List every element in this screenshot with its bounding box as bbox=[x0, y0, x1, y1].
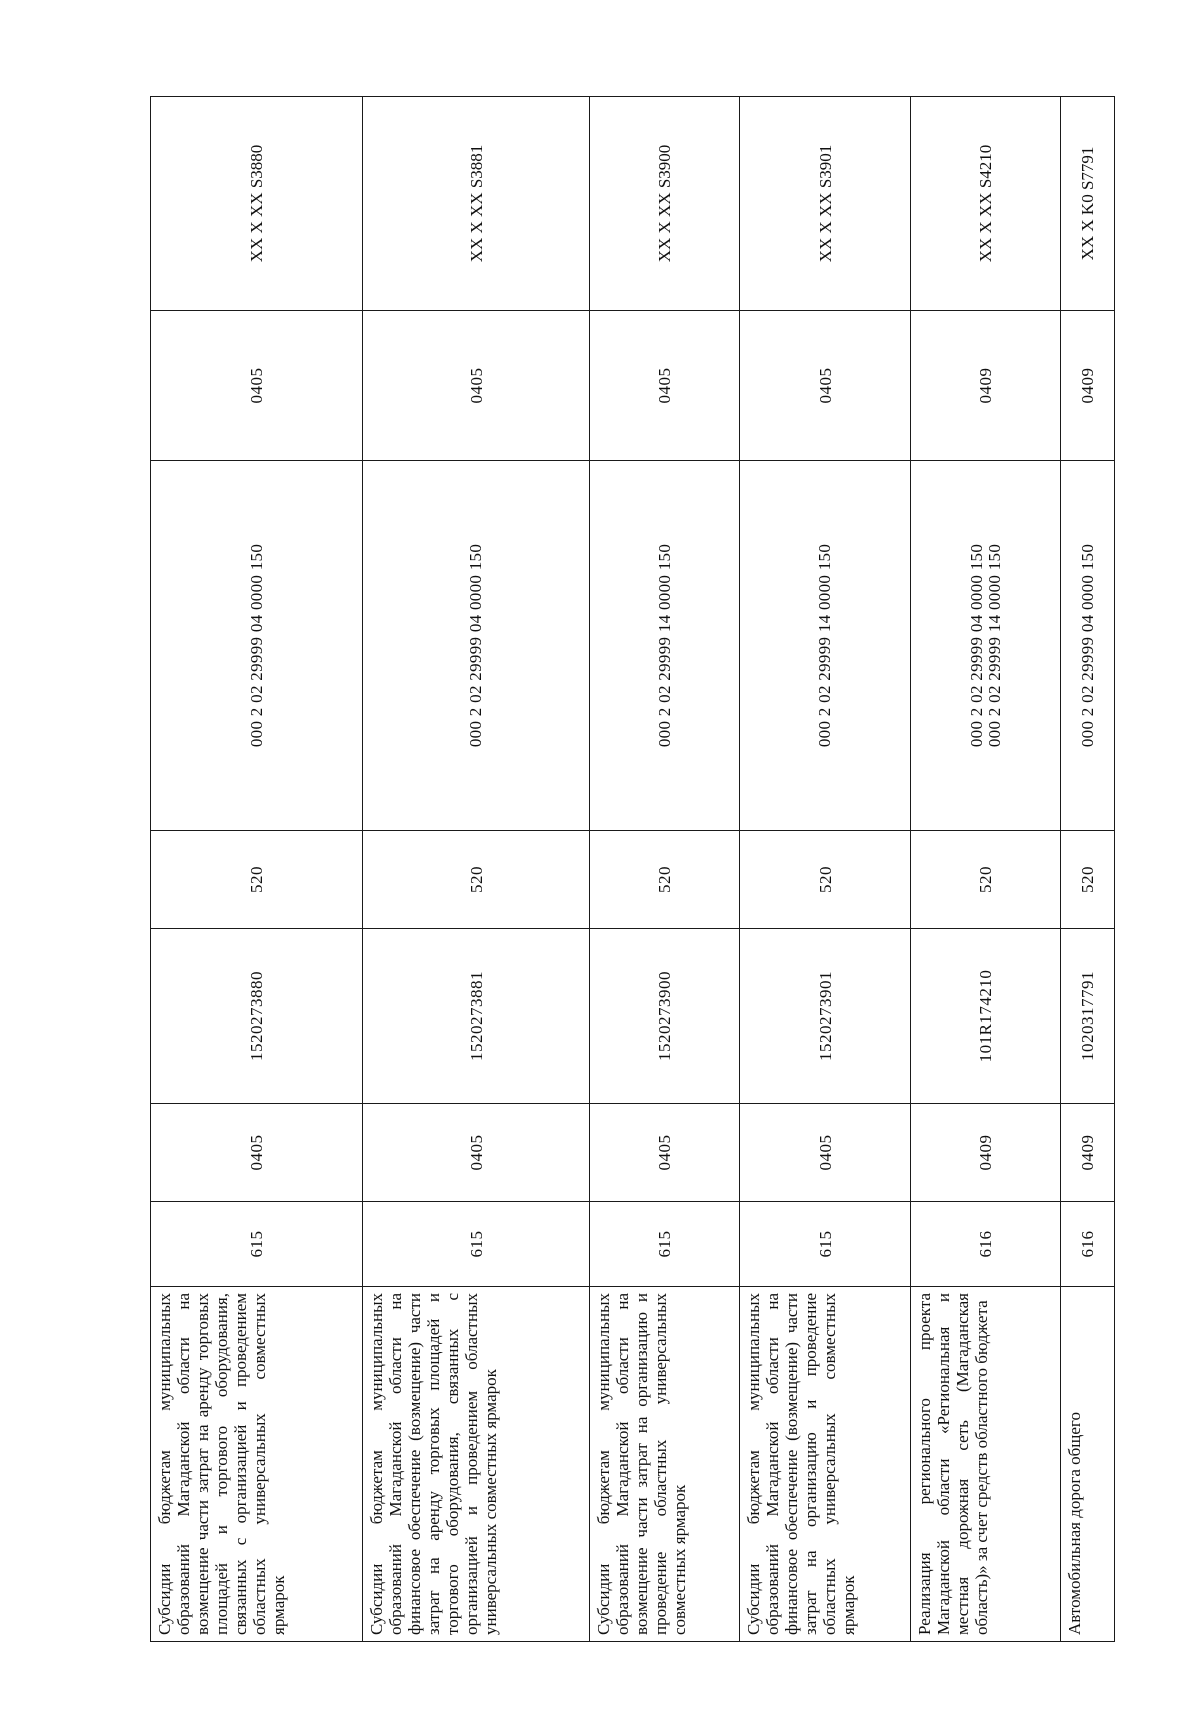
table-row bbox=[151, 97, 363, 1642]
admin-code-cell: 615 bbox=[590, 1202, 740, 1287]
revenue-code-cell bbox=[151, 461, 363, 831]
admin-code-cell: 615 bbox=[363, 1202, 590, 1287]
row-description: Субсидии бюджетам муниципальных образований Магаданской области на финансовое обеспечение (возмещение) части затрат на организацию и проведение областных универсальных совместных ярмарок bbox=[740, 1287, 911, 1642]
expense-type-cell: 520 bbox=[1061, 831, 1115, 929]
section-cell: 0409 bbox=[911, 1104, 1061, 1202]
admin-code-cell: 615 bbox=[740, 1202, 911, 1287]
revenue-code-line: 000 2 02 29999 04 0000 150 bbox=[466, 543, 486, 748]
budget-classification-table bbox=[150, 96, 1115, 1642]
expense-type-cell: 520 bbox=[363, 831, 590, 929]
table-row bbox=[363, 97, 590, 1642]
municipal-code-cell: XX X XX S4210 bbox=[911, 97, 1061, 311]
municipal-code-cell: XX X XX S3901 bbox=[740, 97, 911, 311]
expense-type-cell: 520 bbox=[151, 831, 363, 929]
section-cell: 0405 bbox=[363, 1104, 590, 1202]
expense-type-cell: 520 bbox=[740, 831, 911, 929]
revenue-code-line: 000 2 02 29999 14 0000 150 bbox=[984, 543, 1004, 748]
section-cell: 0405 bbox=[151, 1104, 363, 1202]
expense-type-cell: 520 bbox=[590, 831, 740, 929]
row-description: Субсидии бюджетам муниципальных образований Магаданской области на возмещение части затрат на аренду торговых площадей и торгового оборудования, связанных с организацией и проведением областных универсальных совместных ярмарок bbox=[151, 1287, 363, 1642]
row-description: Реализация регионального проекта Магаданской области «Региональная и местная дорожная сеть (Магаданская область)» за счет средств областного бюджета bbox=[911, 1287, 1061, 1642]
target-code-cell: 1520273900 bbox=[590, 929, 740, 1104]
revenue-code-cell bbox=[1061, 461, 1115, 831]
expense-type-cell: 520 bbox=[911, 831, 1061, 929]
row-description: Субсидии бюджетам муниципальных образований Магаданской области на финансовое обеспечение (возмещение) части затрат на аренду торговых площадей и торгового оборудования, связанных с организацией и проведением областных универсальных совместных ярмарок bbox=[363, 1287, 590, 1642]
revenue-code-cell bbox=[363, 461, 590, 831]
section-2-cell: 0405 bbox=[151, 311, 363, 461]
revenue-code-cell bbox=[590, 461, 740, 831]
table-row bbox=[1061, 97, 1115, 1642]
row-description: Субсидии бюджетам муниципальных образований Магаданской области на возмещение части затрат на организацию и проведение областных универсальных совместных ярмарок bbox=[590, 1287, 740, 1642]
municipal-code-cell: XX X XX S3900 bbox=[590, 97, 740, 311]
section-cell: 0409 bbox=[1061, 1104, 1115, 1202]
target-code-cell: 1020317791 bbox=[1061, 929, 1115, 1104]
table-row bbox=[590, 97, 740, 1642]
revenue-code-line: 000 2 02 29999 04 0000 150 bbox=[246, 543, 266, 748]
section-2-cell: 0405 bbox=[740, 311, 911, 461]
revenue-code-line: 000 2 02 29999 04 0000 150 bbox=[1077, 543, 1097, 748]
row-description: Автомобильная дорога общего bbox=[1061, 1287, 1115, 1642]
rotated-table-wrapper bbox=[150, 97, 1115, 1642]
revenue-code-line: 000 2 02 29999 04 0000 150 bbox=[966, 543, 986, 748]
section-cell: 0405 bbox=[740, 1104, 911, 1202]
table-row bbox=[740, 97, 911, 1642]
revenue-code-cell bbox=[740, 461, 911, 831]
section-2-cell: 0405 bbox=[590, 311, 740, 461]
admin-code-cell: 616 bbox=[1061, 1202, 1115, 1287]
target-code-cell: 1520273881 bbox=[363, 929, 590, 1104]
section-2-cell: 0409 bbox=[1061, 311, 1115, 461]
target-code-cell: 1520273880 bbox=[151, 929, 363, 1104]
revenue-code-cell bbox=[911, 461, 1061, 831]
target-code-cell: 1520273901 bbox=[740, 929, 911, 1104]
admin-code-cell: 616 bbox=[911, 1202, 1061, 1287]
municipal-code-cell: XX X K0 S7791 bbox=[1061, 97, 1115, 311]
revenue-code-line: 000 2 02 29999 14 0000 150 bbox=[654, 543, 674, 748]
admin-code-cell: 615 bbox=[151, 1202, 363, 1287]
municipal-code-cell: XX X XX S3881 bbox=[363, 97, 590, 311]
revenue-code-line: 000 2 02 29999 14 0000 150 bbox=[815, 543, 835, 748]
section-cell: 0405 bbox=[590, 1104, 740, 1202]
table-row bbox=[911, 97, 1061, 1642]
municipal-code-cell: XX X XX S3880 bbox=[151, 97, 363, 311]
section-2-cell: 0409 bbox=[911, 311, 1061, 461]
section-2-cell: 0405 bbox=[363, 311, 590, 461]
target-code-cell: 101R174210 bbox=[911, 929, 1061, 1104]
